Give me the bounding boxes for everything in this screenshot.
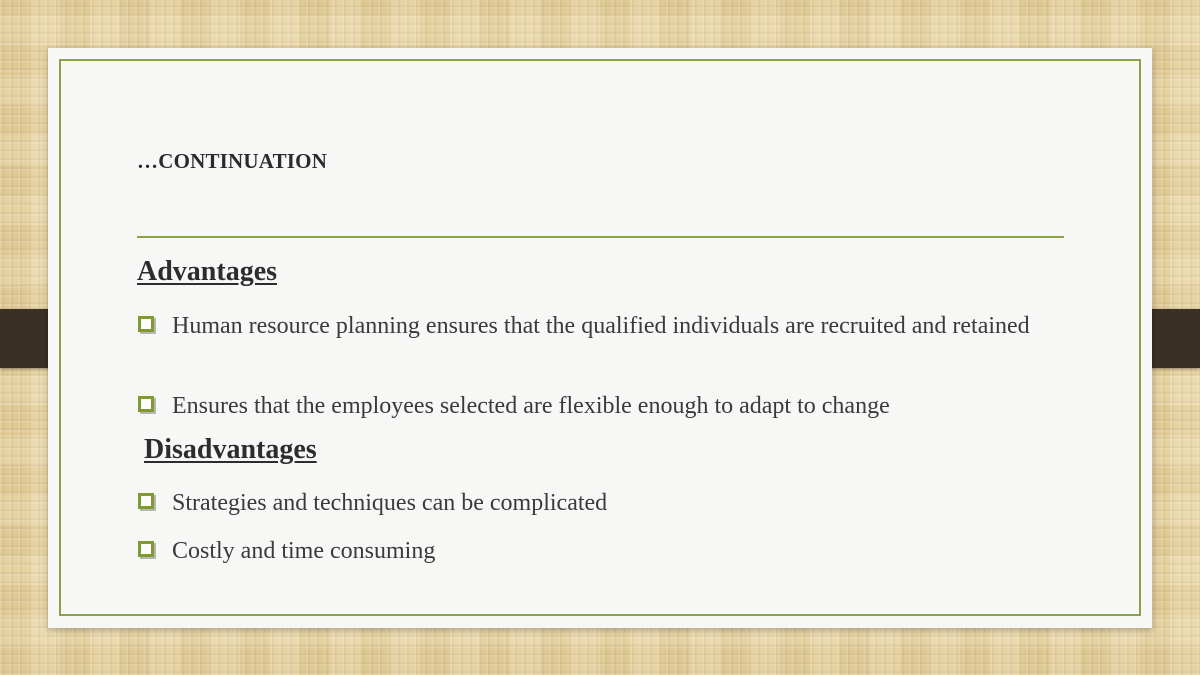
disadvantage-item [138,535,1068,568]
disadvantage-text: Strategies and techniques can be complicated [172,490,608,516]
checkbox-bullet-icon [138,396,154,412]
slide-title: …CONTINUATION [137,149,328,173]
slide-paper [48,48,1152,628]
title-divider [137,236,1064,238]
disadvantage-text: Costly and time consuming [172,538,436,564]
checkbox-bullet-icon [138,541,154,557]
advantage-text: Ensures that the employees selected are flexible enough to adapt to change [172,393,890,419]
checkbox-bullet-icon [138,493,154,509]
disadvantages-heading: Disadvantages [144,434,317,465]
advantage-item [138,390,1068,423]
checkbox-bullet-icon [138,316,154,332]
disadvantage-item [138,487,1068,520]
advantage-item [138,310,1038,343]
advantage-text: Human resource planning ensures that the qualified individuals are recruited and retained [172,313,1030,339]
advantages-heading: Advantages [137,256,278,287]
